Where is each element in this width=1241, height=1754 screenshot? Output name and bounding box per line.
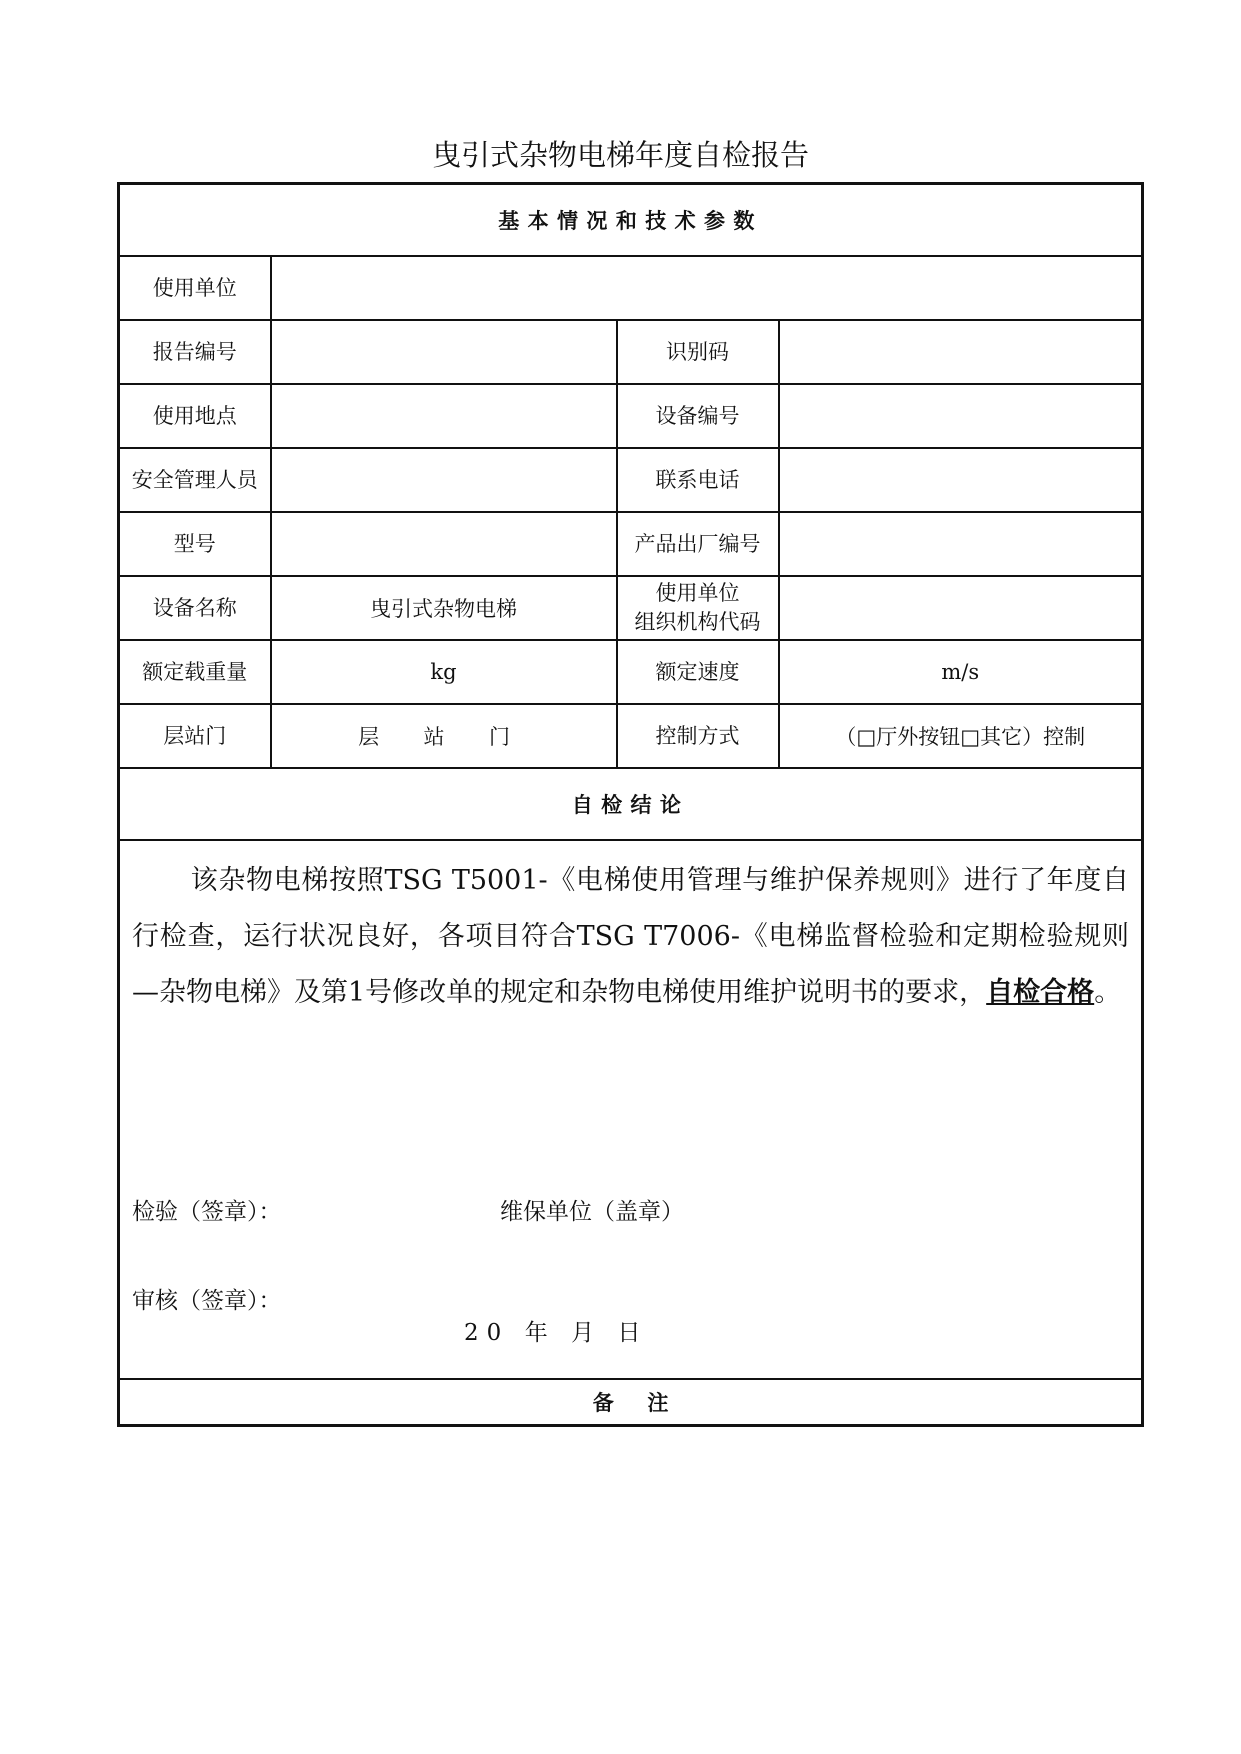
control-mode-value[interactable]: （□厅外按钮□其它）控制: [779, 704, 1143, 768]
rated-load-value[interactable]: kg: [271, 640, 617, 704]
location-label: 使用地点: [119, 384, 271, 448]
report-no-label: 报告编号: [119, 320, 271, 384]
floors-label: 层站门: [119, 704, 271, 768]
self-check-result: 自检合格: [986, 977, 1095, 1008]
user-unit-label: 使用单位: [119, 256, 271, 320]
id-code-value[interactable]: [779, 320, 1143, 384]
conclusion-text: 该杂物电梯按照TSG T5001-《电梯使用管理与维护保养规则》进行了年度自行检查，运行状况良好，各项目符合TSG T7006-《电梯监督检验和定期检验规则—杂物电梯》及第1号修改单的规定和杂物电梯使用维护说明书的要求，: [132, 865, 1130, 1008]
conclusion-paragraph: [132, 853, 1129, 1021]
remark-section-heading: 备注: [119, 1379, 1143, 1426]
factory-no-value[interactable]: [779, 512, 1143, 576]
model-label: 型号: [119, 512, 271, 576]
conclusion-end: 。: [1094, 977, 1122, 1008]
conclusion-section-heading: 自检结论: [119, 768, 1143, 840]
floors-value[interactable]: 层 站 门: [271, 704, 617, 768]
equipment-no-value[interactable]: [779, 384, 1143, 448]
safety-manager-value[interactable]: [271, 448, 617, 512]
conclusion-body: [119, 840, 1143, 1379]
phone-label: 联系电话: [617, 448, 779, 512]
user-unit-value[interactable]: [271, 256, 1143, 320]
maintenance-unit-seal: 维保单位（盖章）: [500, 1199, 684, 1225]
equipment-name-label: 设备名称: [119, 576, 271, 640]
rated-speed-value[interactable]: m/s: [779, 640, 1143, 704]
org-code-label: [617, 576, 779, 640]
sign-date: 20 年 月 日: [464, 1320, 649, 1346]
rated-load-label: 额定载重量: [119, 640, 271, 704]
factory-no-label: 产品出厂编号: [617, 512, 779, 576]
basic-section-heading: 基本情况和技术参数: [119, 184, 1143, 257]
report-no-value[interactable]: [271, 320, 617, 384]
org-code-label-line1: 使用单位: [655, 581, 740, 605]
equipment-name-value[interactable]: 曳引式杂物电梯: [271, 576, 617, 640]
rated-speed-label: 额定速度: [617, 640, 779, 704]
org-code-label-line2: 组织机构代码: [634, 610, 761, 634]
control-mode-label: 控制方式: [617, 704, 779, 768]
report-table: [117, 182, 1144, 1427]
org-code-value[interactable]: [779, 576, 1143, 640]
location-value[interactable]: [271, 384, 617, 448]
safety-manager-label: 安全管理人员: [119, 448, 271, 512]
report-title: 曳引式杂物电梯年度自检报告: [431, 138, 809, 172]
model-value[interactable]: [271, 512, 617, 576]
id-code-label: 识别码: [617, 320, 779, 384]
inspect-signature: 检验（签章）：: [132, 1199, 282, 1225]
equipment-no-label: 设备编号: [617, 384, 779, 448]
review-signature: 审核（签章）：: [132, 1288, 282, 1314]
phone-value[interactable]: [779, 448, 1143, 512]
